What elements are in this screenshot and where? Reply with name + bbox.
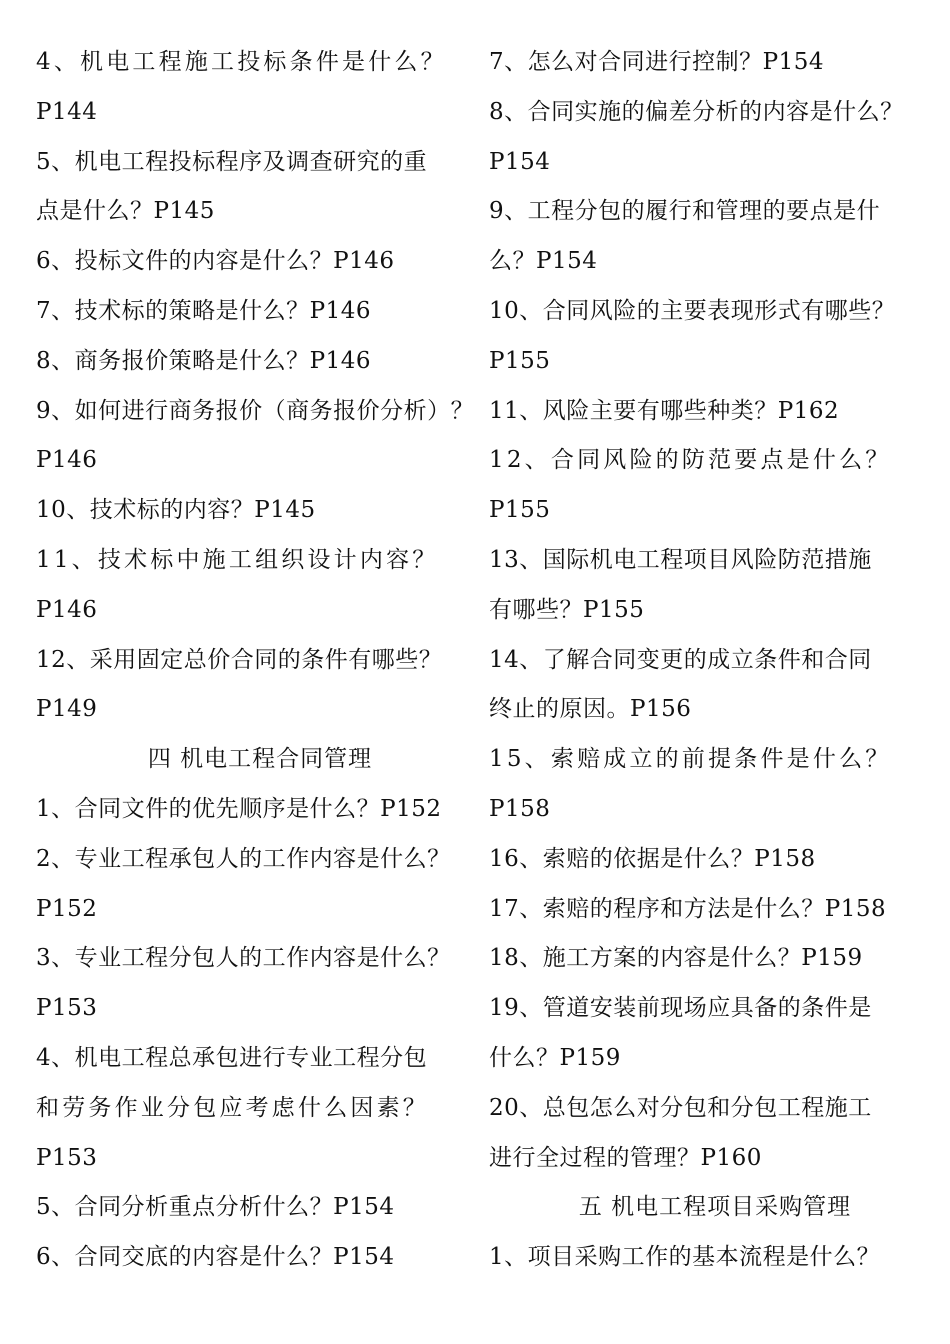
text-line: P152 bbox=[36, 895, 98, 922]
text-line: 16、索赔的依据是什么？P158 bbox=[489, 845, 816, 872]
text-line: P155 bbox=[489, 497, 551, 524]
text-line: P153 bbox=[36, 995, 98, 1022]
text-line: P155 bbox=[489, 347, 551, 374]
text-line: 5、机电工程投标程序及调查研究的重 bbox=[36, 148, 428, 175]
text-line: 12、采用固定总价合同的条件有哪些？ bbox=[36, 646, 443, 673]
text-line: 点是什么？P145 bbox=[36, 198, 215, 225]
text-line: 3、专业工程分包人的工作内容是什么？ bbox=[36, 945, 451, 972]
text-line: 7、技术标的策略是什么？P146 bbox=[36, 297, 372, 324]
text-line: 4、机电工程总承包进行专业工程分包 bbox=[36, 1044, 428, 1071]
text-line: P158 bbox=[489, 795, 551, 822]
text-line: 10、合同风险的主要表现形式有哪些？ bbox=[489, 297, 896, 324]
text-line: 1、项目采购工作的基本流程是什么？ bbox=[489, 1244, 881, 1271]
text-line: P149 bbox=[36, 696, 98, 723]
text-line: 有哪些？P155 bbox=[489, 596, 645, 623]
text-line: 13、国际机电工程项目风险防范措施 bbox=[489, 546, 872, 573]
text-line: 19、管道安装前现场应具备的条件是 bbox=[489, 995, 872, 1022]
text-line: 什么？P159 bbox=[489, 1044, 621, 1071]
text-line: 12、合同风险的防范要点是什么？ bbox=[489, 447, 892, 474]
text-line: 15、索赔成立的前提条件是什么？ bbox=[489, 746, 892, 773]
text-line: 5、合同分析重点分析什么？P154 bbox=[36, 1194, 395, 1221]
text-line: 11、风险主要有哪些种类？P162 bbox=[489, 397, 840, 424]
text-line: 14、了解合同变更的成立条件和合同 bbox=[489, 646, 872, 673]
text-line: 11、技术标中施工组织设计内容？ bbox=[36, 546, 439, 573]
text-line: 1、合同文件的优先顺序是什么？P152 bbox=[36, 795, 442, 822]
text-line: 18、施工方案的内容是什么？P159 bbox=[489, 945, 863, 972]
text-line: 6、投标文件的内容是什么？P146 bbox=[36, 248, 395, 275]
text-line: P153 bbox=[36, 1144, 98, 1171]
text-line: 2、专业工程承包人的工作内容是什么？ bbox=[36, 845, 451, 872]
text-line: 8、商务报价策略是什么？P146 bbox=[36, 347, 372, 374]
text-line: 么？P154 bbox=[489, 248, 598, 275]
text-line: 7、怎么对合同进行控制？P154 bbox=[489, 49, 825, 75]
text-line: P146 bbox=[36, 596, 98, 623]
text-line: 8、合同实施的偏差分析的内容是什么？ bbox=[489, 98, 904, 125]
text-line: P154 bbox=[489, 148, 551, 175]
text-line: 9、工程分包的履行和管理的要点是什 bbox=[489, 198, 881, 225]
text-line: 9、如何进行商务报价（商务报价分析）？ bbox=[36, 397, 475, 424]
text-line: 终止的原因。P156 bbox=[489, 696, 692, 723]
text-line: 和劳务作业分包应考虑什么因素？ bbox=[36, 1094, 429, 1121]
text-line: P146 bbox=[36, 447, 98, 474]
text-line: 4、机电工程施工投标条件是什么？ bbox=[36, 49, 447, 75]
text-line: P144 bbox=[36, 98, 98, 125]
text-line: 17、索赔的程序和方法是什么？P158 bbox=[489, 895, 887, 922]
right-column bbox=[489, 38, 941, 1283]
text-line: 10、技术标的内容？P145 bbox=[36, 497, 316, 524]
text-line: 进行全过程的管理？P160 bbox=[489, 1144, 762, 1171]
section-heading: 五 机电工程项目采购管理 bbox=[578, 1194, 852, 1221]
section-heading: 四 机电工程合同管理 bbox=[147, 746, 373, 773]
text-line: 20、总包怎么对分包和分包工程施工 bbox=[489, 1094, 872, 1121]
text-line: 6、合同交底的内容是什么？P154 bbox=[36, 1244, 395, 1271]
left-column bbox=[36, 38, 484, 1283]
